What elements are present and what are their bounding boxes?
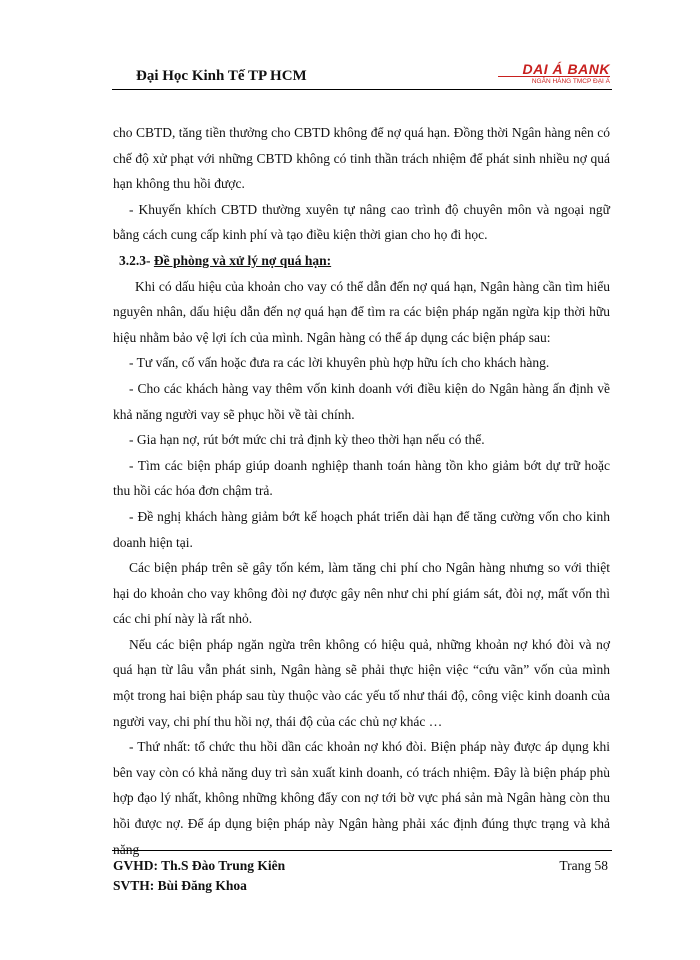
header-title: Đại Học Kinh Tế TP HCM [136,68,307,84]
paragraph: - Khuyến khích CBTD thường xuyên tự nâng cao trình độ chuyên môn và ngoại ngữ bằng cách cung cấp kinh phí và tạo điều kiện thời gian cho họ đi học. [113,201,610,243]
list-item: - Đề nghị khách hàng giảm bớt kế hoạch phát triển dài hạn để tăng cường vốn cho kinh doanh hiện tại. [113,508,610,550]
list-item: - Tìm các biện pháp giúp doanh nghiệp thanh toán hàng tồn kho giảm bớt dự trữ hoặc thu hồi các hóa đơn chậm trả. [113,457,610,499]
logo-subtitle: NGÂN HÀNG TMCP ĐẠI Á [498,76,610,86]
list-item: - Cho các khách hàng vay thêm vốn kinh doanh với điều kiện do Ngân hàng ấn định về khả năng người vay sẽ phục hồi về tài chính. [113,380,610,422]
paragraph: - Thứ nhất: tổ chức thu hồi dần các khoản nợ khó đòi. Biện pháp này được áp dụng khi bên vay còn có khả năng duy trì sản xuất kinh doanh, có trách nhiệm. Đây là biện pháp phù hợp đạo lý nhất, không những không đẩy con nợ tới bờ vực phá sản mà Ngân hàng còn thu hồi được nợ. Để áp dụng biện pháp này Ngân hàng phải xác định đúng thực trạng và khả năng [113,739,610,857]
footer-supervisor: GVHD: Th.S Đào Trung Kiên [113,858,286,873]
page-body [113,120,610,862]
page-header [112,58,612,88]
page-footer [113,856,610,896]
paragraph: cho CBTD, tăng tiền thưởng cho CBTD không để nợ quá hạn. Đồng thời Ngân hàng nên có chế độ xử phạt với những CBTD không có tinh thần trách nhiệm để phát sinh nhiều nợ quá hạn không thu hồi được. [113,125,610,192]
logo-text: DAI Á BANK [522,61,610,77]
footer-divider [112,850,612,851]
section-number: 3.2.3- [119,252,151,268]
paragraph: Các biện pháp trên sẽ gây tốn kém, làm tăng chi phí cho Ngân hàng nhưng so với thiệt hại do khoản cho vay không đòi nợ được gây nên như chi phí giám sát, đòi nợ, mất vốn thì các chi phí này là rất nhỏ. [113,560,610,627]
footer-student: SVTH: Bùi Đăng Khoa [113,878,247,893]
section-heading [113,248,610,274]
list-item: - Tư vấn, cố vấn hoặc đưa ra các lời khuyên phù hợp hữu ích cho khách hàng. [129,355,550,371]
list-item: - Gia hạn nợ, rút bớt mức chi trả định kỳ theo thời hạn nếu có thể. [129,432,485,448]
section-title: Đề phòng và xử lý nợ quá hạn: [153,252,332,268]
daiabank-logo-icon [498,62,610,86]
page-number: Trang 58 [559,858,608,873]
header-divider [112,89,612,90]
paragraph: Nếu các biện pháp ngăn ngừa trên không có hiệu quả, những khoản nợ khó đòi và nợ quá hạn từ lâu vẫn phát sinh, Ngân hàng sẽ phải thực hiện việc “cứu vãn” vốn của mình một trong hai biện pháp sau tùy thuộc vào các yếu tố như thái độ, công việc kinh doanh của người vay, chi phí thu hồi nợ, thái độ của các chủ nợ khác … [113,636,610,729]
paragraph: Khi có dấu hiệu của khoản cho vay có thể dẫn đến nợ quá hạn, Ngân hàng cần tìm hiểu nguyên nhân, dấu hiệu dẫn đến nợ quá hạn để tìm ra các biện pháp ngăn ngừa kịp thời hữu hiệu nhằm bảo vệ lợi ích của mình. Ngân hàng có thể áp dụng các biện pháp sau: [113,278,610,345]
